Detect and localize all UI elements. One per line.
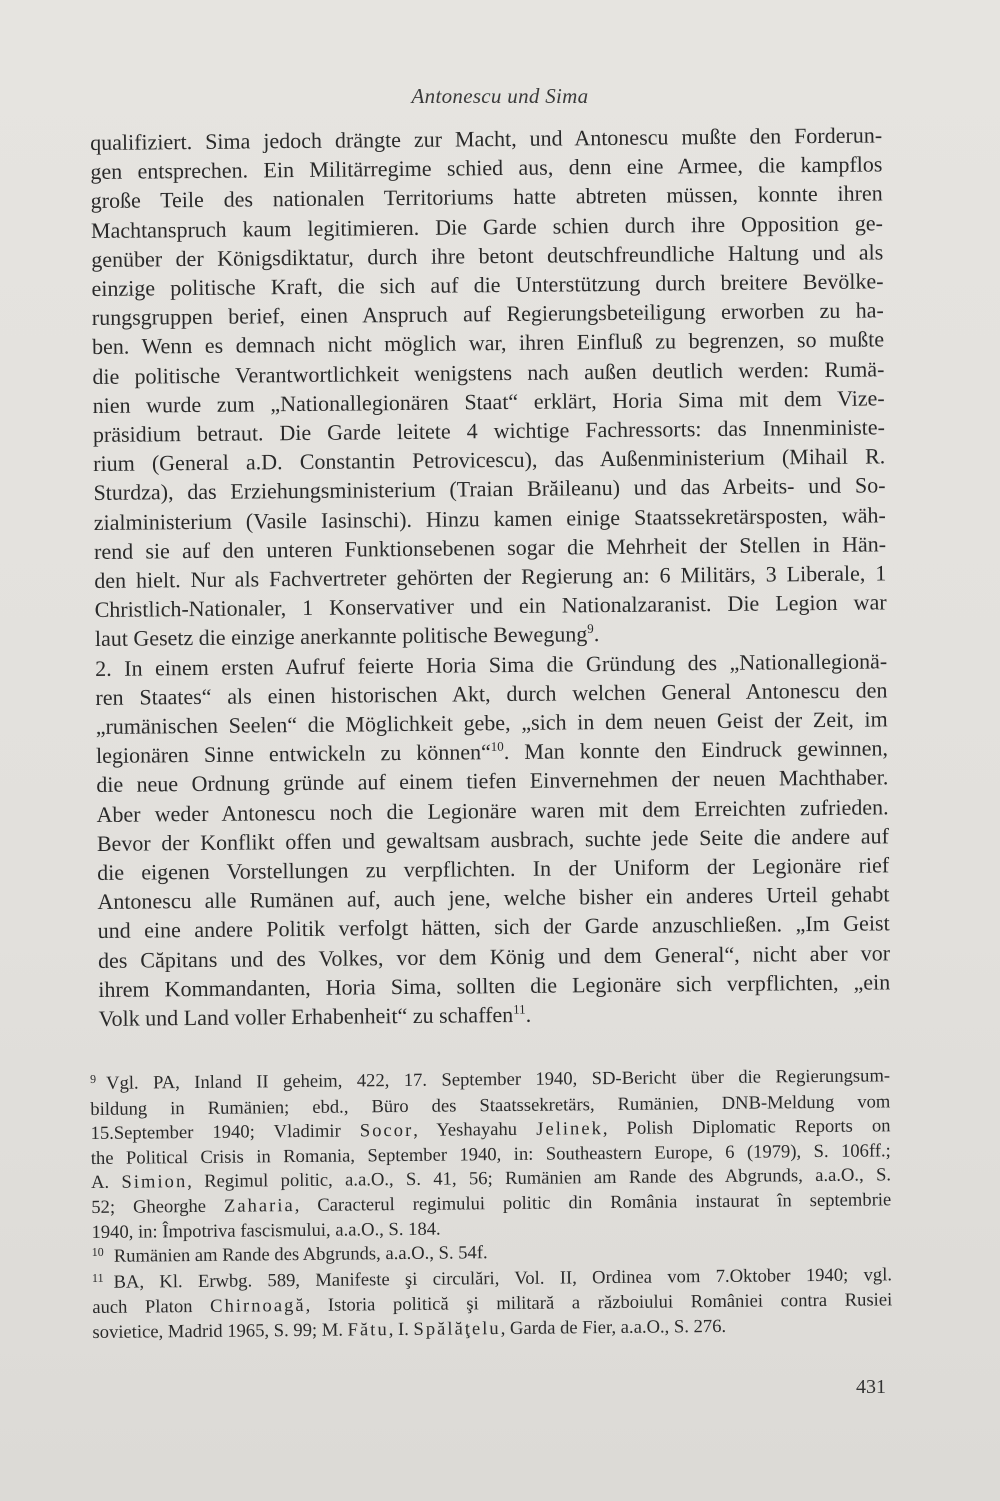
footnote-line: 1940, in: Împotriva fascismului, a.a.O., S. 184. [91,1218,441,1243]
text-line: Antonescu alle Rumänen auf, auch jene, welche bisher ein anderes Urteil gehabt [97,881,890,915]
text-line: Bevor der Konflikt offen und gewaltsam ausbrach, suchte jede Seite die andere auf [96,823,889,856]
text-fragment: legionären Sinne entwickeln zu können“ [95,739,491,769]
author-name: Fătu [347,1319,389,1341]
text-line: genüber der Königsdiktatur, durch ihre betont deutschfreundliche Haltung und als [91,239,884,272]
footnote-9 [90,1064,892,1245]
text-line: einzige politische Kraft, die sich auf die Unterstützung durch breitere Bevölke- [91,268,884,302]
page-number: 431 [856,1376,886,1398]
footnote-text: , Istoria politică şi militară a războiului României contra Rusiei [305,1289,893,1317]
footnote-line: bildung in Rumänien; ebd., Büro des Staatssekretärs, Rumänien, DNB-Meldung vom [90,1090,891,1120]
text-line: „rumänischen Seelen“ die Möglichkeit gebe, „sich in dem neuen Geist der Zeit, im [95,706,888,740]
footnote-ref-9[interactable]: 9 [587,621,594,637]
author-name: Simion [121,1171,188,1194]
footnotes [90,1064,893,1345]
text-line: die eigenen Vorstellungen zu verpflichten. In der Uniform der Legionäre rief [97,852,890,886]
text-line: rium (General a.D. Constantin Petrovicescu), das Außenministerium (Mihail R. [93,443,886,477]
author-name: Spălăţelu [413,1318,501,1340]
text-line: nien wurde zum „Nationallegionären Staat“ erklärt, Horia Sima mit dem Vize- [92,385,885,418]
footnote-text: Rumänien am Rande des Abgrunds, a.a.O., S. 54f. [113,1242,488,1267]
footnote-text: , Garda de Fier, a.a.O., S. 276. [500,1315,727,1340]
footnote-text: 52; Gheorghe [91,1195,225,1218]
text-line: des Căpitans und des Volkes, vor dem König und dem General“, nicht aber vor [97,940,891,973]
text-line: ihrem Kommandanten, Horia Sima, sollten die Legionäre sich verpflichten, „ein [98,969,891,1002]
footnote-text: Vgl. PA, Inland II geheim, 422, 17. September 1940, SD-Bericht über die Regierungsum- [106,1065,891,1094]
text-line: Machtanspruch kaum legitimieren. Die Garde schien durch ihre Opposition ge- [90,210,884,243]
text-line [98,996,890,1033]
author-name: Chirnoagă [210,1295,306,1318]
footnote-number: 10 [91,1245,104,1260]
main-text [90,120,891,1033]
text-fragment: . Man konnte den Eindruck gewinnen, [503,735,889,765]
text-fragment: . [593,621,600,647]
text-fragment: Volk und Land voller Erhabenheit“ zu schaffen [98,1002,514,1032]
footnote-text: , Regimul politic, a.a.O., S. 41, 56; Rumänien am Rande des Abgrunds, a.a.O., S. [187,1164,892,1193]
text-fragment: . [525,1001,532,1027]
footnote-text: , Polish Diplomatic Reports on [602,1115,891,1140]
footnote-ref-10[interactable]: 10 [490,738,504,755]
text-line: zialministerium (Vasile Iasinschi). Hinzu kamen einige Staatssekretärsposten, wäh- [93,502,886,535]
text-line: qualifiziert. Sima jedoch drängte zur Macht, und Antonescu mußte den Forderun- [90,122,883,155]
text-line: rungsgruppen berief, einen Anspruch auf Regierungsbeteiligung erworben zu ha- [91,297,884,331]
footnote-text: , Caracterul regimului politic din România instaurat în septembrie [294,1189,892,1217]
footnote-text: , I. [388,1318,414,1341]
text-line: große Teile des nationalen Territoriums hatte abtreten müssen, konnte ihren [90,180,883,214]
text-line: 2. In einem ersten Aufruf feierte Horia Sima die Gründung des „Nationallegionä- [95,648,888,681]
footnote-text: sovietice, Madrid 1965, S. 99; M. [92,1319,348,1343]
author-name: Zaharia [223,1195,295,1217]
footnote-text: A. [90,1172,122,1194]
text-line: und eine andere Politik verfolgt hätten, sich der Garde anzuschließen. „Im Geist [97,910,890,944]
author-name: Socor [359,1120,414,1142]
footnote-11 [92,1263,893,1345]
footnote-line: the Political Crisis in Romania, September 1940, in: Southeastern Europe, 6 (1979), S. 106ff.; [90,1140,891,1169]
text-line: ren Staates“ als einen historischen Akt, durch welchen General Antonescu den [95,677,888,710]
text-line: Aber weder Antonescu noch die Legionäre waren mit dem Erreichten zufrieden. [96,794,889,827]
text-fragment: laut Gesetz die einzige anerkannte politische Bewegung [94,621,588,652]
footnote-number: 11 [91,1270,104,1285]
text-line: ben. Wenn es demnach nicht möglich war, ihren Einfluß zu begrenzen, so mußte [91,326,885,360]
author-name: Jelinek [536,1118,603,1140]
footnote-ref-11[interactable]: 11 [513,1001,526,1017]
text-line: Christlich-Nationaler, 1 Konservativer und ein Nationalzaranist. Die Legion war [94,589,887,623]
footnote-number: 9 [90,1071,97,1086]
text-line: rend sie auf den unteren Funktionsebenen sogar die Mehrheit der Stellen in Hän- [93,531,887,564]
text-line: gen entsprechen. Ein Militärregime schied aus, denn eine Armee, die kampflos [90,151,883,185]
footnote-text: BA, Kl. Erwbg. 589, Manifeste şi circulări, Vol. II, Ordinea vom 7.Oktober 1940; vgl. [113,1264,893,1293]
footnote-text: auch Platon [92,1296,211,1319]
running-header: Antonescu und Sima [411,84,589,108]
footnote-text: 15.September 1940; Vladimir [90,1120,360,1145]
text-line: präsidium betraut. Die Garde leitete 4 wichtige Fachressorts: das Innenministe- [92,414,886,448]
text-line: die neue Ordnung gründe auf einem tiefen Einvernehmen der neuen Machthaber. [96,764,889,798]
text-line: den hielt. Nur als Fachvertreter gehörten der Regierung an: 6 Militärs, 3 Liberale, 1 [94,560,887,594]
text-line: Sturdza), das Erziehungsministerium (Traian Brăileanu) und das Arbeits- und So- [93,472,886,506]
text-line: die politische Verantwortlichkeit wenigstens nach außen deutlich werden: Rumä- [92,356,885,389]
footnote-text: , Yeshayahu [413,1118,537,1142]
